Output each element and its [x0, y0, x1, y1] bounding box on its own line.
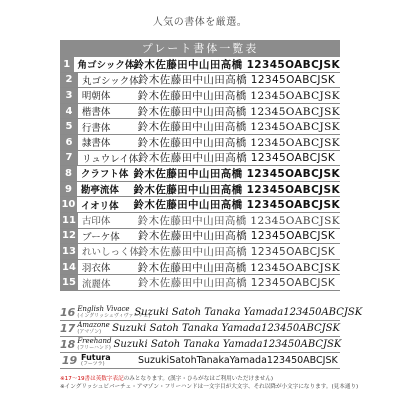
table-row — [60, 135, 340, 151]
row-number: 12 — [60, 229, 79, 244]
font-sample: 鈴木佐藤田中山田高橋 12345OABCJSK — [137, 214, 340, 227]
english-font-table — [60, 304, 363, 369]
table-row — [60, 166, 340, 182]
table-row — [60, 353, 340, 369]
font-name: 行書体 — [81, 122, 111, 134]
row-number: 13 — [60, 244, 79, 259]
font-name-en: Freehand — [77, 336, 112, 345]
row-number: 3 — [60, 88, 79, 103]
row-number: 5 — [60, 119, 79, 134]
font-sample: Suzuki Satoh Tanaka Yamada123450ABCJSK — [134, 307, 363, 318]
page-title: 人気の書体を厳選。 — [152, 17, 248, 28]
font-name-jp: (フーツラ) — [81, 360, 105, 367]
notes — [60, 375, 359, 391]
font-name — [79, 354, 136, 368]
font-sample: 鈴木佐藤田中山田高橋 12345OABCJSK — [138, 230, 336, 243]
table-row — [60, 321, 340, 337]
table-row — [60, 337, 340, 353]
font-name — [75, 304, 151, 320]
font-sample: 鈴木佐藤田中山田高橋 12345OABCJSK — [137, 136, 340, 149]
table-row — [60, 244, 340, 260]
row-number: 6 — [60, 135, 79, 150]
font-sample: SuzukiSatohTanakaYamada123450ABCJSK — [138, 355, 338, 366]
font-sample: 鈴木佐藤田中山田高橋 12345OABCJSK — [138, 74, 336, 87]
font-name-jp: (アマゾン) — [77, 328, 102, 335]
table-row — [60, 229, 340, 245]
font-name-en: Futura — [81, 352, 111, 362]
font-name: リュウレイ体 — [82, 153, 139, 165]
table-row — [60, 197, 340, 213]
row-number: 8 — [60, 166, 78, 181]
row-number: 18 — [60, 338, 76, 351]
font-sample: Suzuki Satoh Tanaka Yamada123450ABCJSK — [112, 323, 340, 334]
table-header: プレート書体一覧表 — [60, 40, 340, 57]
table-row — [60, 304, 363, 321]
font-sample: 鈴木佐藤田中山田高橋 12345OABCJSK — [137, 89, 340, 102]
row-number: 16 — [60, 306, 76, 319]
row-number: 11 — [60, 213, 79, 228]
table-row — [60, 275, 340, 291]
table-row — [60, 88, 340, 104]
font-sample: 鈴木佐藤田中山田高橋 12345OABCJSK — [138, 152, 336, 165]
font-name: 楷書体 — [81, 107, 111, 119]
font-name-jp: (イングリッシュヴィヴァーチェ) — [77, 312, 151, 319]
row-number: 7 — [60, 151, 79, 166]
font-name: 羽衣体 — [81, 263, 111, 275]
font-name: 勘亭流体 — [80, 185, 119, 197]
font-name — [75, 338, 111, 352]
table-row — [60, 119, 340, 135]
row-number: 9 — [60, 182, 78, 197]
font-sample: 鈴木佐藤田中山田高橋 12345OABCJSK — [133, 167, 340, 180]
font-name: クラフト体 — [80, 169, 129, 181]
font-name-en: Amazone — [77, 320, 110, 329]
font-name: 流麗体 — [82, 278, 111, 290]
row-number: 10 — [60, 197, 78, 212]
row-number: 2 — [60, 73, 79, 88]
note-line-2: ※イングリッシュビバーチェ・アマゾン・フリーハンドは一文字目が大文字、それ以降が小文字になります。(見本通り) — [60, 384, 359, 390]
font-sample: 鈴木佐藤田中山田高橋 12345OABCJSK — [137, 105, 340, 118]
row-number: 19 — [61, 354, 78, 367]
row-number: 4 — [60, 104, 79, 119]
font-sample: Suzuki Satoh Tanaka Yamada123450ABCJSK — [113, 339, 342, 350]
font-name-jp: (フリーハンド) — [77, 344, 111, 351]
table-row — [60, 260, 340, 276]
font-name: 角ゴシック体 — [77, 60, 135, 72]
japanese-font-table — [60, 57, 340, 291]
font-name — [75, 322, 110, 336]
font-name: 明朝体 — [81, 91, 111, 103]
font-name: ブーケ体 — [82, 231, 120, 243]
font-sample: 鈴木佐藤田中山田高橋 12345OABCJSK — [138, 245, 336, 258]
font-sample: 鈴木佐藤田中山田高橋 12345OABCJSK — [137, 121, 340, 134]
note-text: のみとなります。(漢字・ひらがなはご利用いただけません) — [123, 376, 274, 382]
table-row — [60, 104, 340, 120]
table-row — [60, 151, 340, 167]
font-name: 隷書体 — [81, 138, 111, 150]
row-number: 15 — [60, 275, 79, 290]
font-sample: 鈴木佐藤田中山田高橋 12345OABCJSK — [133, 199, 340, 212]
row-number: 17 — [60, 322, 76, 335]
table-row — [60, 57, 340, 73]
font-sample: 鈴木佐藤田中山田高橋 12345OABCJSK — [137, 261, 340, 274]
font-sample: 鈴木佐藤田中山田高橋 12345OABCJSK — [133, 183, 340, 196]
font-name: イオリ体 — [80, 200, 119, 212]
note-line-1 — [60, 375, 350, 383]
note-highlight: ※17～19書は英数字表記 — [60, 376, 124, 382]
row-number: 1 — [60, 57, 75, 72]
font-name-en: English Vivace — [77, 304, 130, 313]
font-name: れいしっく体 — [82, 247, 140, 259]
font-sample: 鈴木佐藤田中山田高橋 12345OABCJSK — [138, 277, 336, 290]
font-name: 丸ゴシック体 — [82, 75, 139, 87]
row-number: 14 — [60, 260, 79, 275]
table-row — [60, 73, 340, 89]
font-sample: 鈴木佐藤田中山田高橋 12345OABCJSK — [133, 58, 340, 71]
table-row — [60, 182, 340, 198]
table-row — [60, 213, 340, 229]
font-name: 古印体 — [81, 216, 111, 228]
